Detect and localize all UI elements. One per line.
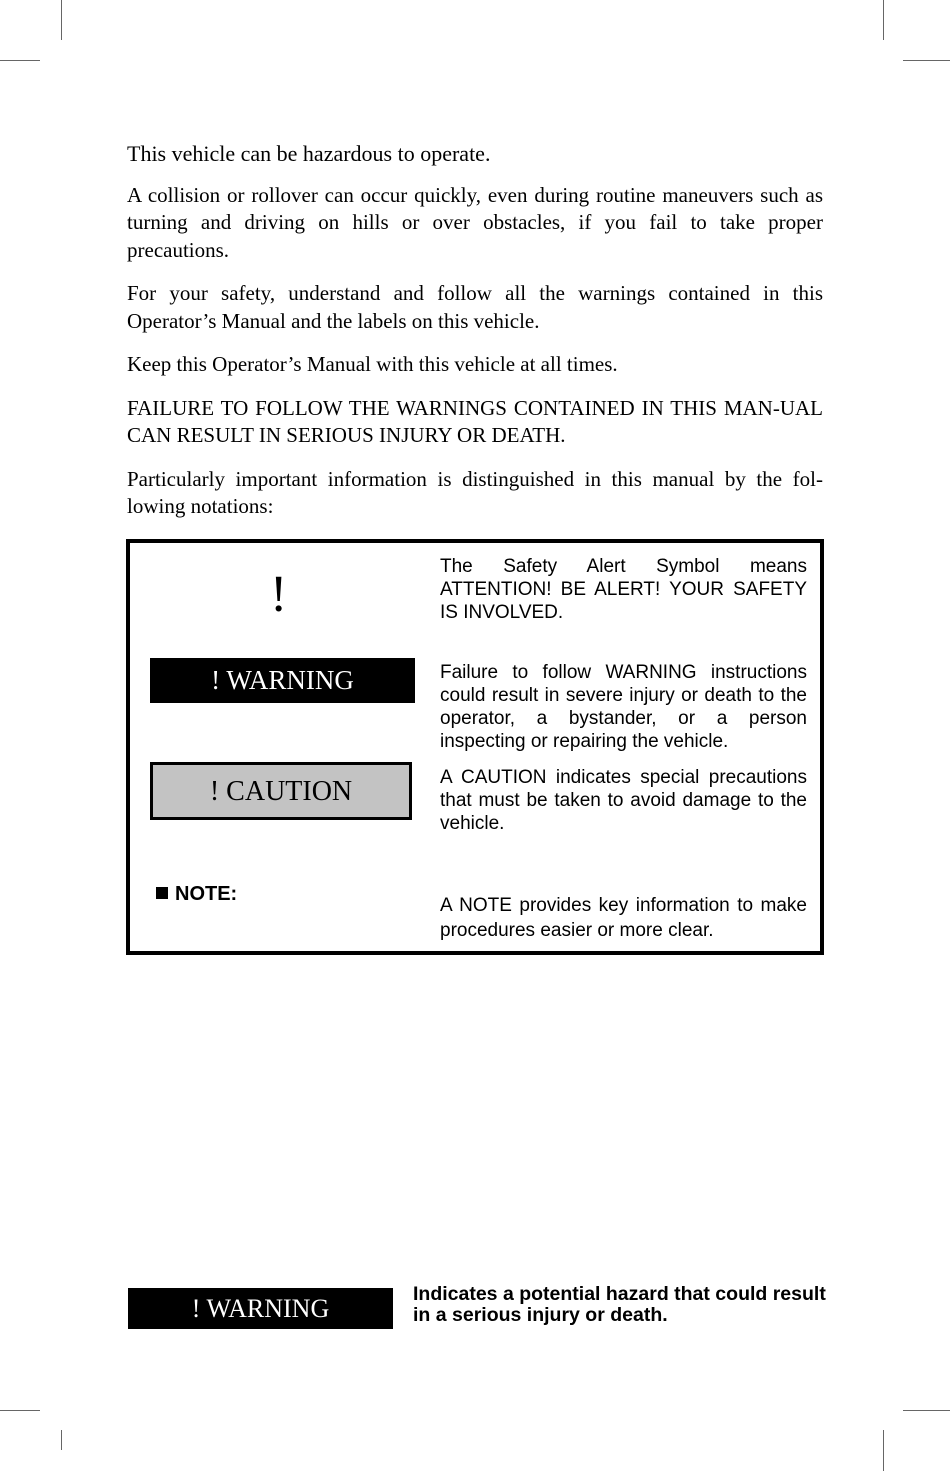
notation-legend-box <box>126 539 824 955</box>
intro-paragraph: Particularly important information is distinguished in this manual by the fol-lowing notations: <box>127 466 823 518</box>
crop-mark-top-left <box>0 60 40 61</box>
caution-description: A CAUTION indicates special precautions that must be taken to avoid damage to the vehicle. <box>440 767 807 834</box>
safety-alert-symbol-icon: ! <box>270 566 288 623</box>
intro-heading: This vehicle can be hazardous to operate. <box>127 141 491 166</box>
crop-mark-top-left <box>61 0 62 40</box>
footer-warning-description: Indicates a potential hazard that could result in a serious injury or death. <box>413 1283 826 1326</box>
crop-mark-bottom-right <box>883 1430 884 1471</box>
crop-mark-bottom-right <box>903 1410 950 1411</box>
caution-label: ! CAUTION <box>150 762 412 820</box>
note-label-text: NOTE: <box>175 883 238 905</box>
crop-mark-bottom-left <box>0 1410 40 1411</box>
intro-paragraph: FAILURE TO FOLLOW THE WARNINGS CONTAINED IN THIS MAN-UAL CAN RESULT IN SERIOUS INJURY OR DEATH. <box>127 395 823 447</box>
intro-section <box>127 140 823 537</box>
intro-paragraph: For your safety, understand and follow all the warnings contained in this Operator’s Manual and the labels on this vehicle. <box>127 281 823 333</box>
alert-description: The Safety Alert Symbol means ATTENTION! BE ALERT! YOUR SAFETY IS INVOLVED. <box>440 556 807 623</box>
crop-mark-top-right <box>903 60 950 61</box>
intro-paragraph: A collision or rollover can occur quickly, even during routine maneuvers such as turning and driving on hills or over obstacles, if you fail to take proper precautions. <box>127 182 823 262</box>
crop-mark-bottom-left <box>61 1430 62 1450</box>
footer-warning-label: ! WARNING <box>128 1288 393 1329</box>
square-bullet-icon <box>156 887 168 899</box>
warning-description: Failure to follow WARNING instructions could result in severe injury or death to the operator, a bystander, or a person inspecting or repairing the vehicle. <box>440 662 807 752</box>
warning-label: ! WARNING <box>150 658 415 703</box>
note-description: A NOTE provides key information to make procedures easier or more clear. <box>440 895 807 941</box>
note-label <box>156 883 237 906</box>
crop-mark-top-right <box>883 0 884 40</box>
intro-paragraph: Keep this Operator’s Manual with this vehicle at all times. <box>127 352 618 376</box>
